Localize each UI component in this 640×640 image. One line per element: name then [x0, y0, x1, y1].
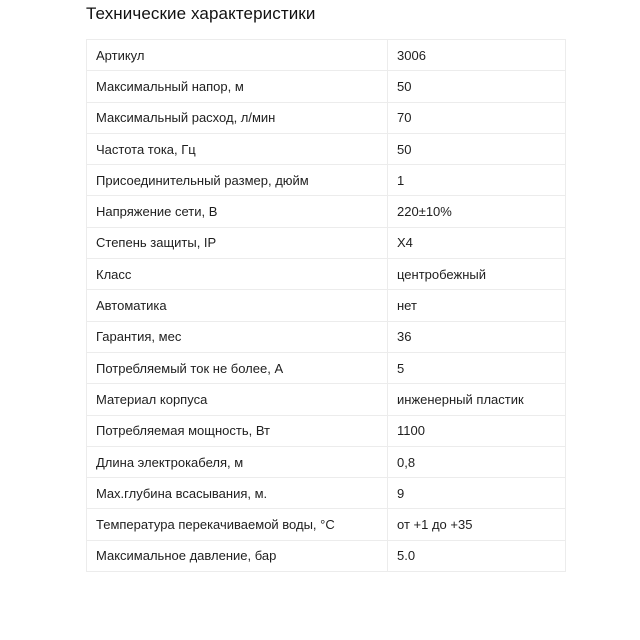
spec-row: [87, 352, 566, 383]
spec-label: Потребляемый ток не более, А: [87, 352, 388, 383]
spec-value: 0,8: [388, 446, 566, 477]
spec-row: [87, 102, 566, 133]
spec-label: Присоединительный размер, дюйм: [87, 165, 388, 196]
spec-value: 50: [388, 133, 566, 164]
spec-label: Степень защиты, IP: [87, 227, 388, 258]
spec-label: Частота тока, Гц: [87, 133, 388, 164]
section-title: Технические характеристики: [86, 4, 316, 23]
spec-label: Материал корпуса: [87, 384, 388, 415]
specs-table: [86, 39, 566, 572]
spec-row: [87, 40, 566, 71]
spec-value: нет: [388, 290, 566, 321]
spec-row: [87, 540, 566, 571]
spec-label: Напряжение сети, В: [87, 196, 388, 227]
spec-label: Артикул: [87, 40, 388, 71]
spec-value: 1100: [388, 415, 566, 446]
spec-label: Гарантия, мес: [87, 321, 388, 352]
spec-value: 50: [388, 71, 566, 102]
spec-value: 5.0: [388, 540, 566, 571]
spec-row: [87, 227, 566, 258]
spec-label: Класс: [87, 259, 388, 290]
spec-label: Максимальный расход, л/мин: [87, 102, 388, 133]
spec-row: [87, 446, 566, 477]
spec-row: [87, 384, 566, 415]
spec-value: 220±10%: [388, 196, 566, 227]
specs-table-body: [87, 40, 566, 572]
spec-value: 36: [388, 321, 566, 352]
spec-value: 5: [388, 352, 566, 383]
spec-value: 1: [388, 165, 566, 196]
spec-label: Max.глубина всасывания, м.: [87, 478, 388, 509]
spec-label: Максимальное давление, бар: [87, 540, 388, 571]
spec-row: [87, 165, 566, 196]
spec-label: Длина электрокабеля, м: [87, 446, 388, 477]
spec-row: [87, 415, 566, 446]
spec-label: Автоматика: [87, 290, 388, 321]
spec-row: [87, 259, 566, 290]
spec-value: от +1 до +35: [388, 509, 566, 540]
spec-row: [87, 196, 566, 227]
spec-row: [87, 478, 566, 509]
spec-value: 9: [388, 478, 566, 509]
spec-label: Максимальный напор, м: [87, 71, 388, 102]
spec-value: X4: [388, 227, 566, 258]
spec-row: [87, 71, 566, 102]
spec-value: 70: [388, 102, 566, 133]
spec-row: [87, 509, 566, 540]
spec-row: [87, 133, 566, 164]
spec-value: инженерный пластик: [388, 384, 566, 415]
spec-value: 3006: [388, 40, 566, 71]
spec-label: Температура перекачиваемой воды, °С: [87, 509, 388, 540]
spec-label: Потребляемая мощность, Вт: [87, 415, 388, 446]
spec-row: [87, 290, 566, 321]
spec-row: [87, 321, 566, 352]
spec-value: центробежный: [388, 259, 566, 290]
